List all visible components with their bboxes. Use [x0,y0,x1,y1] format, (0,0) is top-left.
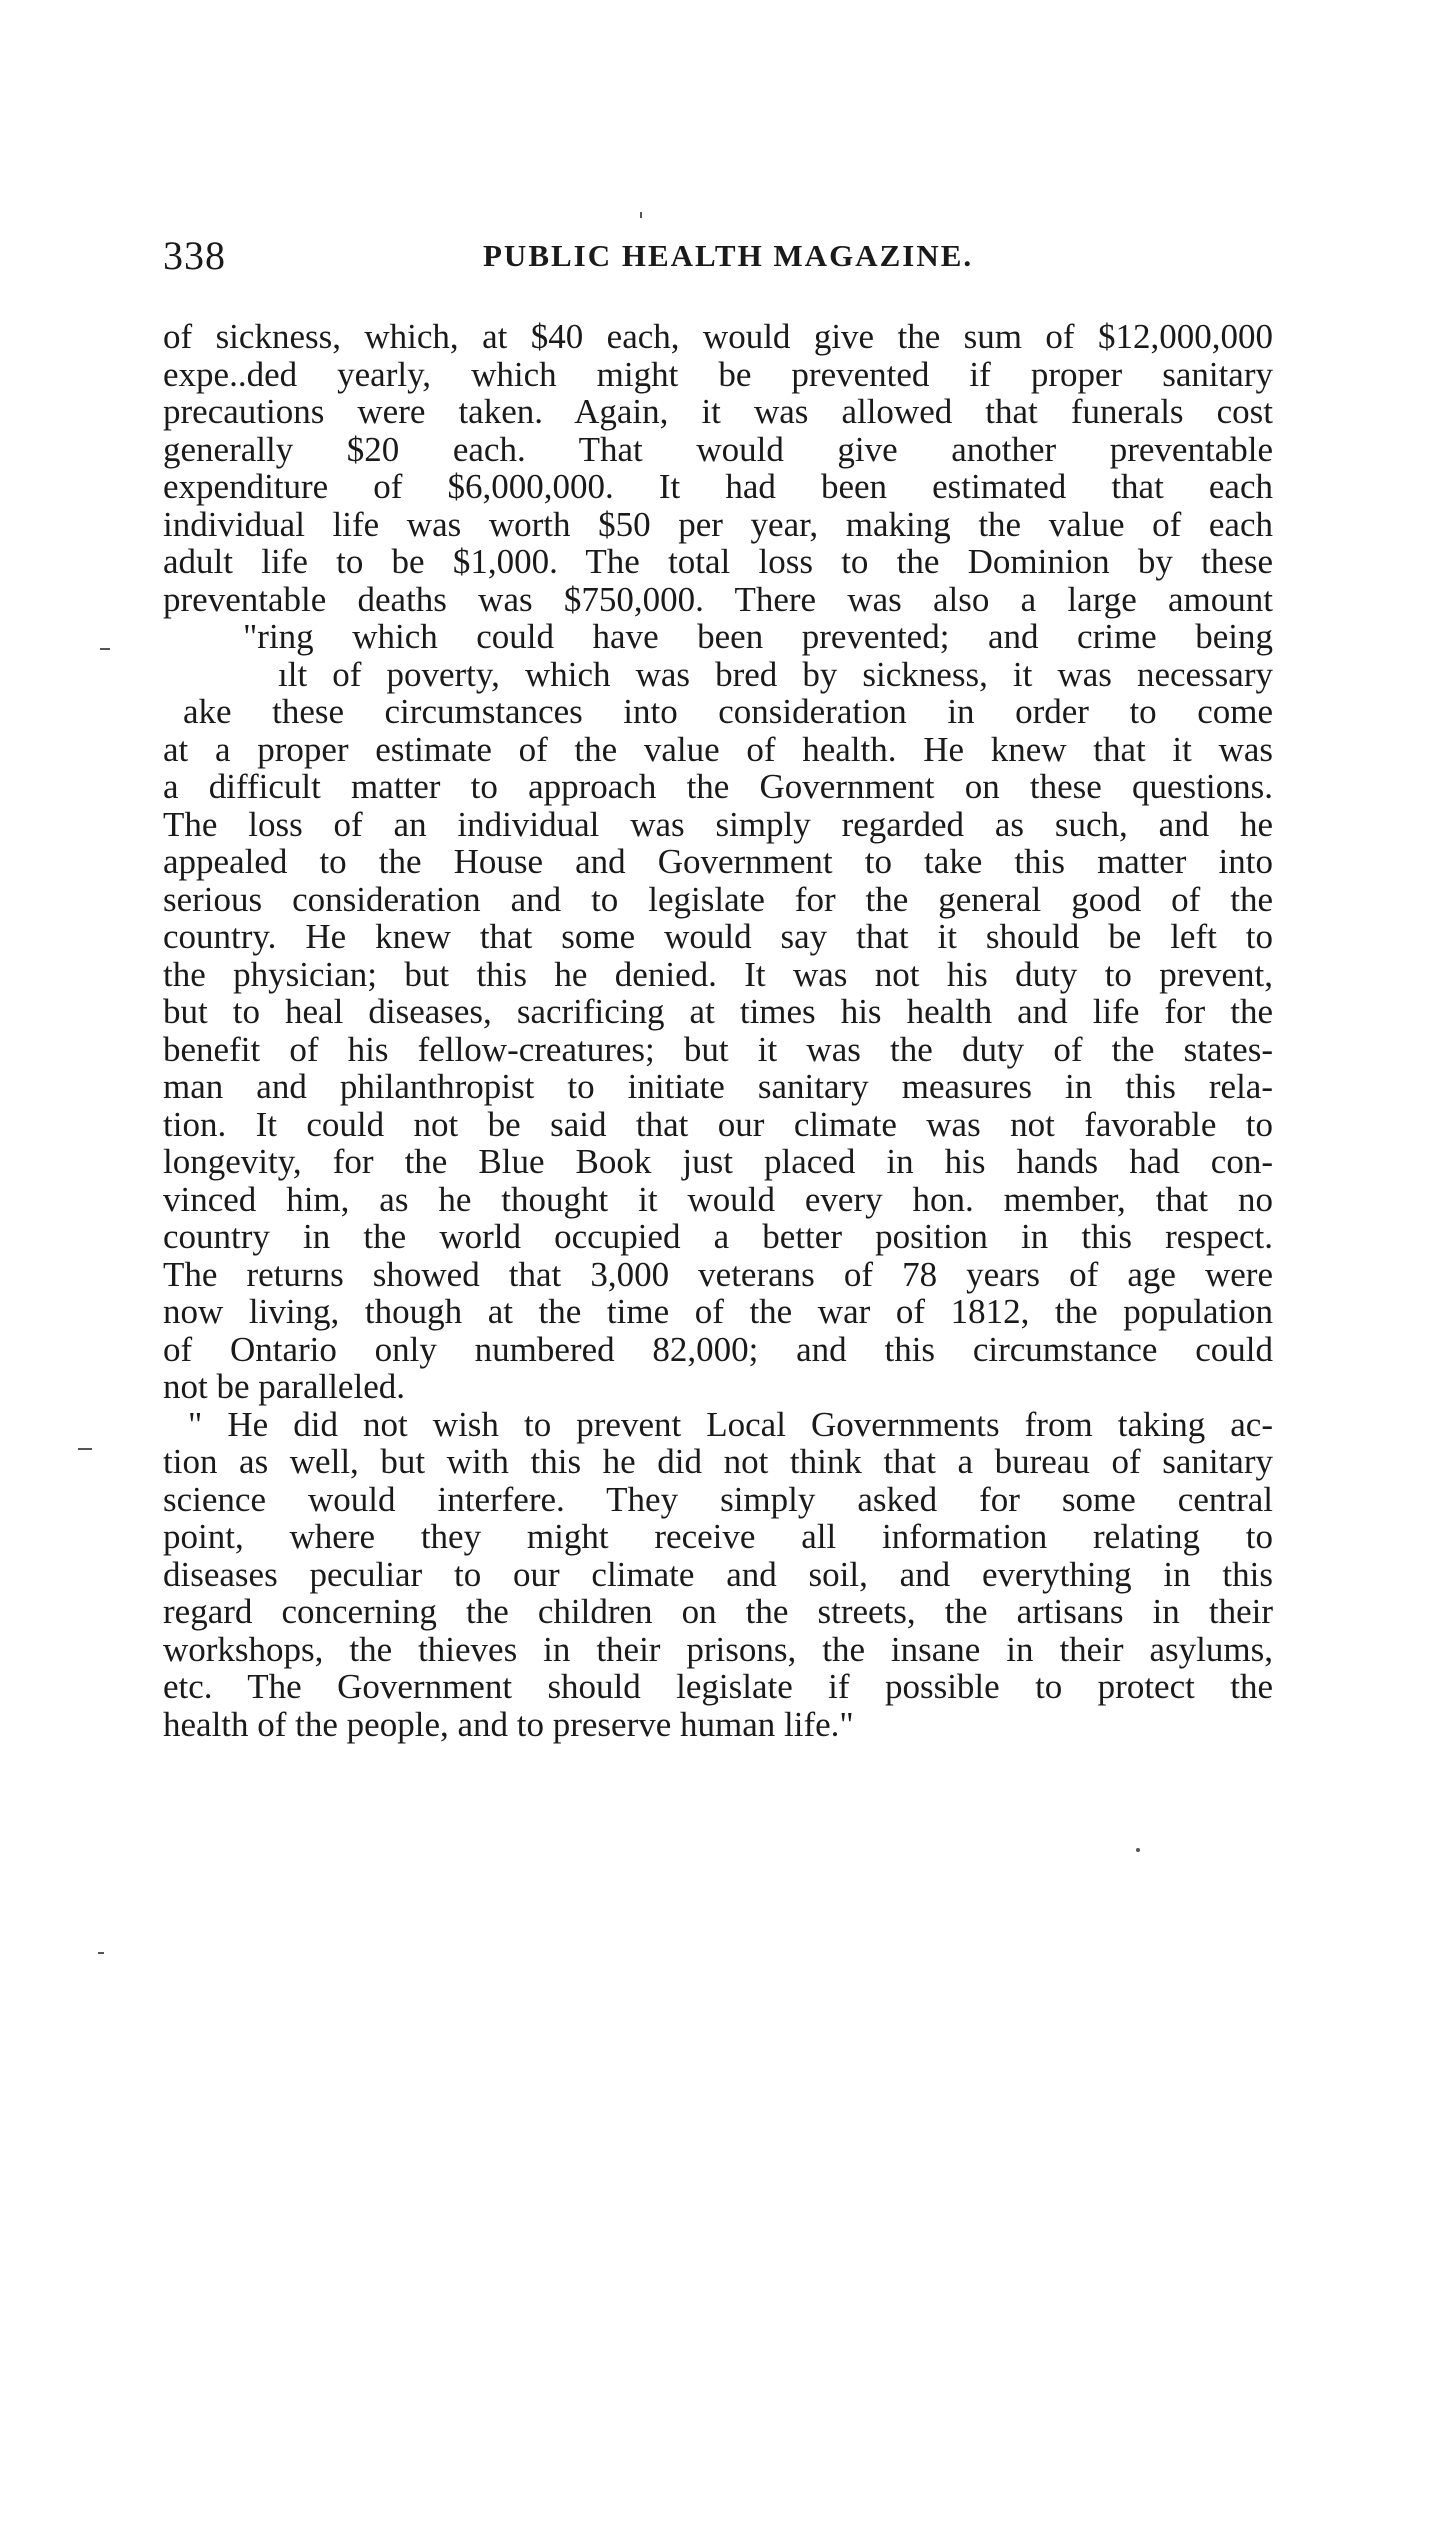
text-line: regard concerning the children on the streets, the artisans in their [163,1592,1273,1631]
text-line: longevity, for the Blue Book just placed in his hands had con- [163,1142,1273,1181]
text-line: expe..ded yearly, which might be prevented if proper sanitary [163,354,1273,394]
text-line: ake these circumstances into consideration in order to come [183,692,1273,731]
text-line: " He did not wish to prevent Local Governments from taking ac- [188,1404,1273,1444]
text-line: diseases peculiar to our climate and soil, and everything in this [163,1554,1273,1594]
text-line: workshops, the thieves in their prisons, the insane in their asylums, [163,1629,1273,1669]
margin-mark [98,1952,104,1954]
text-line: point, where they might receive all information relating to [163,1517,1273,1556]
text-line: a difficult matter to approach the Government on these questions. [163,767,1273,806]
text-line: of Ontario only numbered 82,000; and this circumstance could [163,1329,1273,1369]
text-line: now living, though at the time of the war of 1812, the population [163,1292,1273,1331]
text-line: country. He knew that some would say that it should be left to [163,917,1273,956]
text-line: vinced him, as he thought it would every hon. member, that no [163,1179,1273,1219]
text-line: tion. It could not be said that our climate was not favorable to [163,1104,1273,1144]
printer-mark [640,212,642,218]
text-line: science would interfere. They simply asked for some central [163,1479,1273,1519]
text-line: the physician; but this he denied. It was not his duty to prevent, [163,954,1273,994]
text-line: ılt of poverty, which was bred by sickness, it was necessary [278,654,1273,694]
text-line: serious consideration and to legislate for the general good of the [163,879,1273,919]
text-line: "ring which could have been prevented; and crime being [243,617,1273,656]
running-head: PUBLIC HEALTH MAGAZINE. [483,238,974,273]
text-line: at a proper estimate of the value of health. He knew that it was [163,729,1273,769]
text-line: The loss of an individual was simply regarded as such, and he [163,804,1273,844]
text-line: expenditure of $6,000,000. It had been estimated that each [163,467,1273,506]
text-line: man and philanthropist to initiate sanitary measures in this rela- [163,1067,1273,1106]
text-line: of sickness, which, at $40 each, would give the sum of $12,000,000 [163,317,1273,356]
page-header [163,232,1308,292]
text-line: not be paralleled. [163,1367,405,1406]
text-line: The returns showed that 3,000 veterans of 78 years of age were [163,1254,1273,1294]
text-line: preventable deaths was $750,000. There was also a large amount [163,579,1273,619]
page-number: 338 [163,233,226,278]
text-line: generally $20 each. That would give another preventable [163,429,1273,469]
text-line: benefit of his fellow-creatures; but it was the duty of the states- [163,1029,1273,1069]
text-line: but to heal diseases, sacrificing at times his health and life for the [163,992,1273,1031]
text-line: country in the world occupied a better position in this respect. [163,1217,1273,1256]
text-line: appealed to the House and Government to take this matter into [163,842,1273,881]
margin-mark [78,1448,92,1450]
text-line: individual life was worth $50 per year, making the value of each [163,504,1273,544]
text-line: precautions were taken. Again, it was allowed that funerals cost [163,392,1273,431]
text-line: etc. The Government should legislate if possible to protect the [163,1667,1273,1706]
margin-mark [1136,1848,1140,1852]
text-line: health of the people, and to preserve human life." [163,1704,854,1744]
body-text [163,318,1273,1743]
text-line: tion as well, but with this he did not think that a bureau of sanitary [163,1442,1273,1481]
text-line: adult life to be $1,000. The total loss to the Dominion by these [163,542,1273,581]
margin-mark [100,648,110,650]
